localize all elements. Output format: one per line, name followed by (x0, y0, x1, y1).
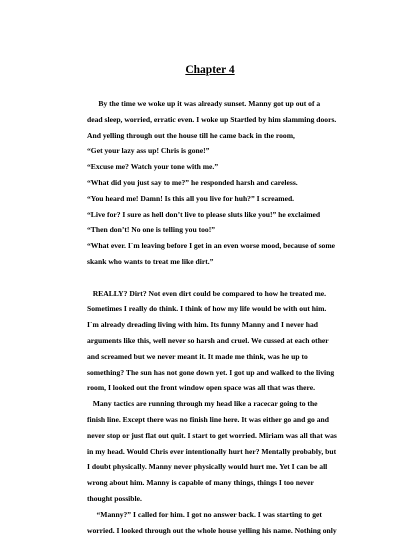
paragraph-gap (87, 270, 387, 286)
text-line: And yelling through out the house till he came back in the room, (87, 130, 295, 140)
text-line: Sometimes I really do think. I think of how my life would be with out him. (87, 304, 327, 314)
text-line: By the time we woke up it was already sunset. Manny got up out of a (87, 99, 321, 108)
text-line: “Live for? I sure as hell don’t live to please sluts like you!” he exclaimed (87, 209, 321, 219)
text-line: something? The sun has not gone down yet. I got up and walked to the living (87, 367, 335, 377)
text-line: “What did you just say to me?” he responded harsh and careless. (87, 177, 298, 187)
text-line: REALLY? Dirt? Not even dirt could be compared to how he treated me. (87, 288, 327, 298)
text-line: I doubt physically. Manny never physically would hurt me. Yet I can be all (87, 462, 328, 472)
text-line: worried. I looked through out the whole house yelling his name. Nothing only (87, 525, 337, 535)
text-line: wrong about him. Manny is capable of many things, things I too never (87, 478, 314, 488)
text-line: I`m already dreading living with him. Its funny Manny and I never had (87, 320, 319, 330)
text-line: “You heard me! Damn! Is this all you live for huh?” I screamed. (87, 193, 295, 203)
chapter-body (87, 96, 387, 538)
text-line: and screamed but we never meant it. It made me think, was he up to (87, 351, 308, 361)
text-line: skank who wants to treat me like dirt.” (87, 256, 214, 266)
text-line: room, I looked out the front window open space was all that was there. (87, 383, 316, 393)
text-line: “What ever. I`m leaving before I get in an even worse mood, because of some (87, 241, 336, 251)
text-line: “Excuse me? Watch your tone with me.” (87, 162, 219, 172)
text-line: finish line. Except there was no finish line here. It was either go and go and (87, 414, 329, 424)
text-line: dead sleep, worried, erratic even. I woke up Startled by him slamming doors. (87, 114, 337, 124)
text-line: thought possible. (87, 493, 142, 503)
text-line: “Manny?” I called for him. I got no answer back. I was starting to get (87, 509, 322, 519)
text-line: never stop or just flat out quit. I start to get worried. Miriam was all that was (87, 430, 337, 440)
text-line: in my head. Would Chris ever intentionally hurt her? Mentally probably, but (87, 446, 337, 456)
text-line: “Then don’t! No one is telling you too!” (87, 225, 216, 235)
chapter-title: Chapter 4 (185, 64, 235, 76)
text-line: “Get your lazy ass up! Chris is gone!” (87, 146, 210, 156)
text-line: Many tactics are running through my head like a racecar going to the (87, 399, 318, 409)
text-line: arguments like this, well never so harsh and cruel. We cussed at each other (87, 335, 329, 345)
